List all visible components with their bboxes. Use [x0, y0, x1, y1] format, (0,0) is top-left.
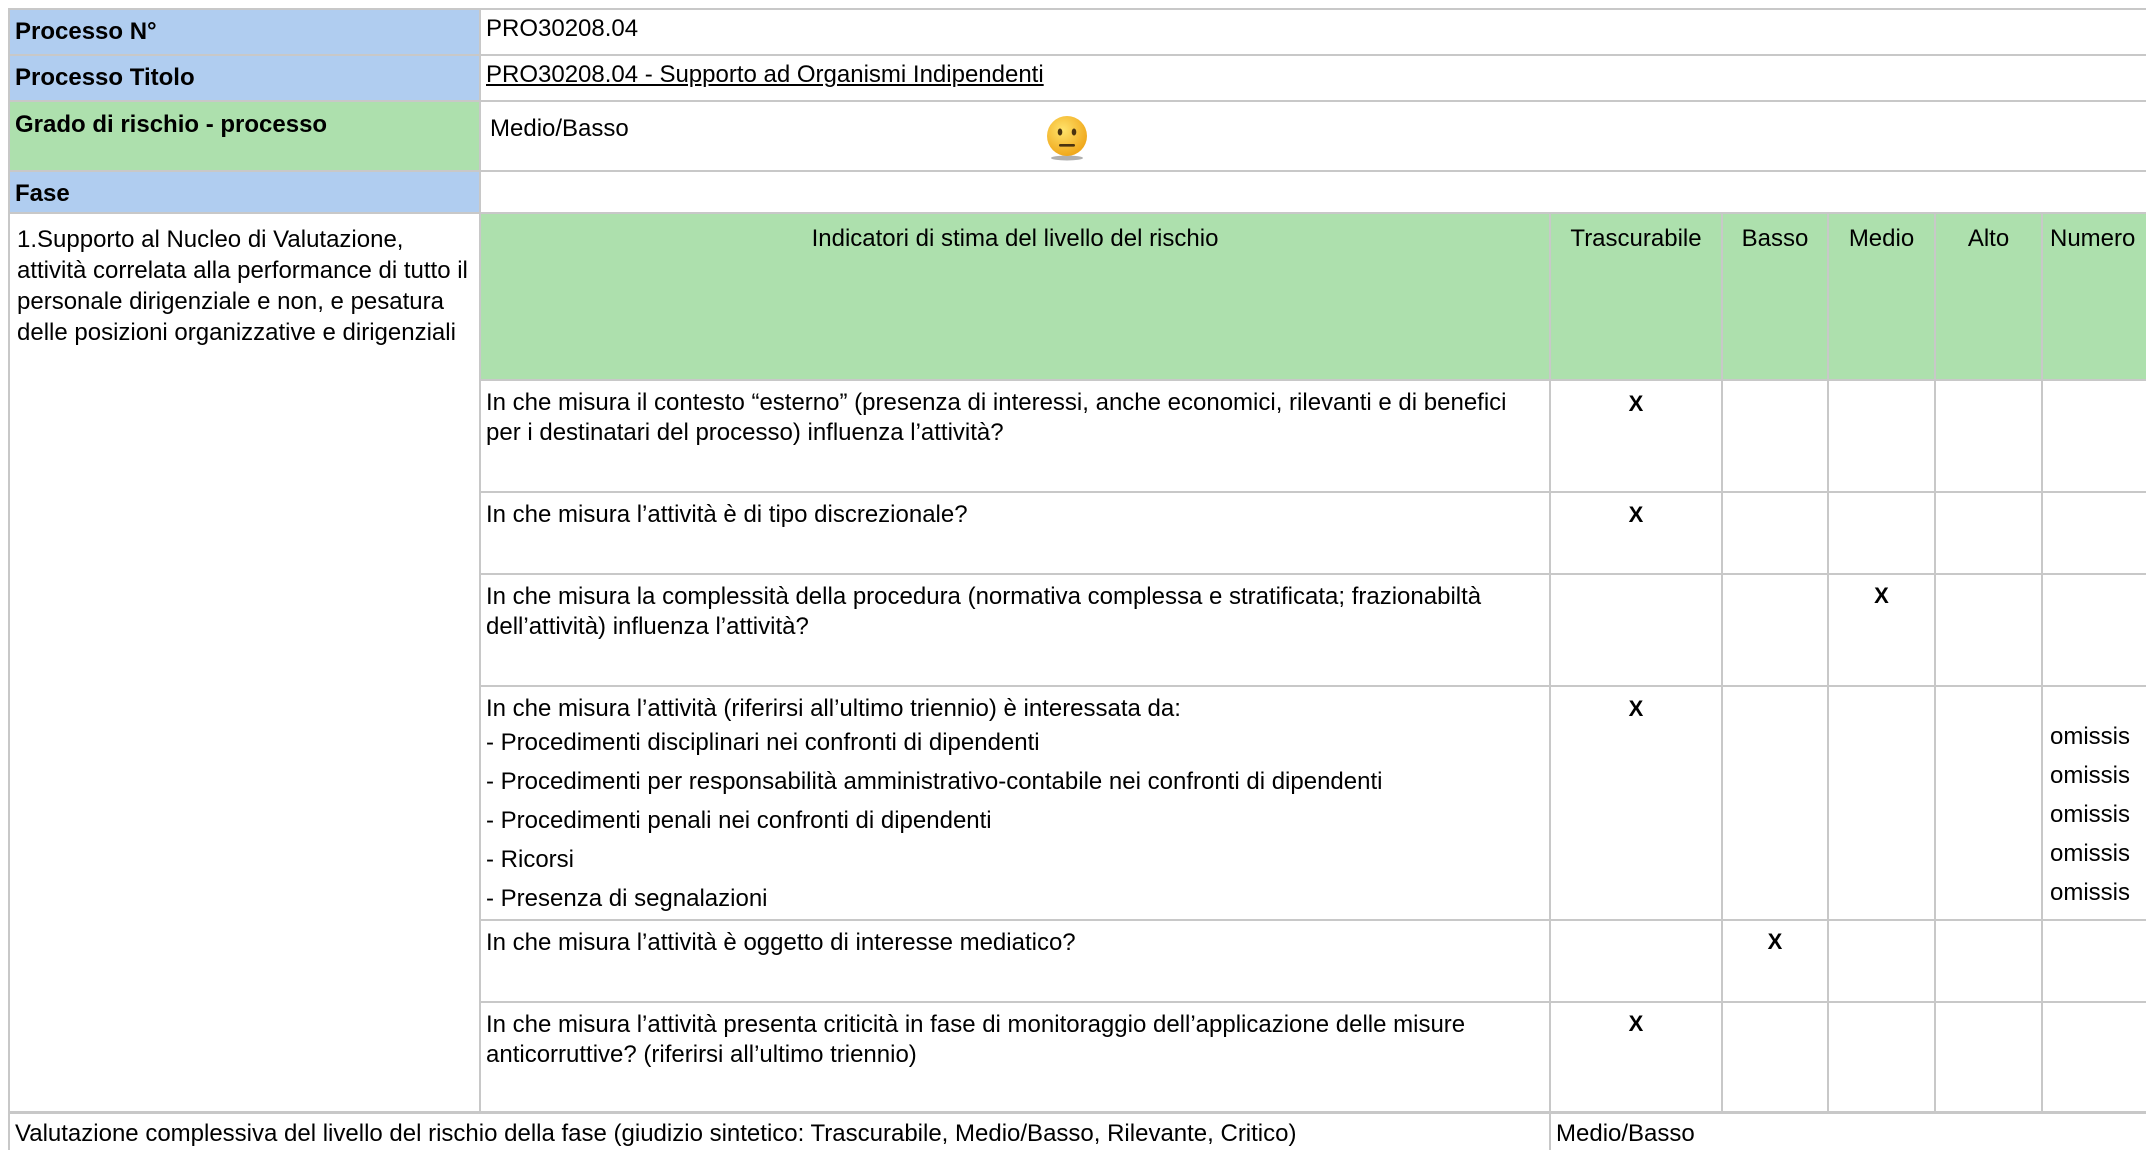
question-4: In che misura l’attività (riferirsi all’ultimo triennio) è interessata da:	[486, 695, 1181, 722]
col-medio-header: Medio	[1828, 214, 1935, 380]
grid-line	[8, 1111, 2146, 1114]
question-4-item: - Procedimenti per responsabilità amministrativo-contabile nei confronti di dipendenti	[486, 768, 1383, 795]
col-numero-header: Numero	[2042, 214, 2146, 380]
question-5: In che misura l’attività è oggetto di interesse mediatico?	[486, 929, 1076, 956]
mark-row5-basso: X	[1767, 929, 1783, 954]
question-6: In che misura l’attività presenta criticità in fase di monitoraggio dell’applicazione delle misure anticorruttive? (riferirsi all’ultimo triennio)	[486, 1011, 1466, 1068]
question-4-item: - Procedimenti penali nei confronti di dipendenti	[486, 807, 992, 834]
question-2: In che misura l’attività è di tipo discrezionale?	[486, 501, 968, 528]
numero-value: omissis	[2050, 801, 2131, 828]
grid-line	[1721, 214, 1723, 1114]
mark-row2-trascurabile: X	[1628, 502, 1644, 527]
col-alto-header: Alto	[1935, 214, 2042, 380]
grid-line	[480, 491, 2146, 493]
grid-line	[8, 54, 2146, 56]
numero-value: omissis	[2050, 879, 2131, 906]
processo-titolo-label: Processo Titolo	[9, 56, 480, 100]
grado-rischio-value: Medio/Basso	[490, 115, 629, 142]
mark-row4-trascurabile: X	[1628, 696, 1644, 721]
question-1: In che misura il contesto “esterno” (presenza di interessi, anche economici, rilevanti e di benefici per i destinatari del processo) influenza l’attività?	[486, 389, 1507, 446]
grid-line	[8, 170, 2146, 172]
question-4-item: - Ricorsi	[486, 846, 574, 873]
grid-line	[8, 8, 10, 1150]
fase-label: Fase	[9, 172, 480, 212]
grado-rischio-label: Grado di rischio - processo	[9, 102, 480, 170]
mark-row1-trascurabile: X	[1628, 391, 1644, 416]
processo-n-label: Processo N°	[9, 10, 480, 54]
grid-line	[480, 573, 2146, 575]
grid-line	[1934, 214, 1936, 1114]
grid-line	[480, 919, 2146, 921]
grid-line	[479, 8, 481, 1114]
col-basso-header: Basso	[1722, 214, 1828, 380]
col-trascurabile-header: Trascurabile	[1550, 214, 1722, 380]
numero-value: omissis	[2050, 840, 2131, 867]
grid-line	[8, 212, 2146, 214]
grid-line	[1549, 214, 1551, 1150]
question-4-item: - Procedimenti disciplinari nei confronti di dipendenti	[486, 729, 1040, 756]
neutral-face-emoji-icon	[1044, 114, 1090, 162]
grid-line	[2041, 214, 2043, 1114]
col-indicatori-header: Indicatori di stima del livello del rischio	[480, 214, 1550, 380]
valutazione-complessiva-value: Medio/Basso	[1556, 1120, 1695, 1147]
processo-titolo-link[interactable]: PRO30208.04 - Supporto ad Organismi Indipendenti	[486, 61, 1044, 88]
grid-line	[8, 8, 2146, 10]
grid-line	[8, 100, 2146, 102]
fase-description: 1.Supporto al Nucleo di Valutazione, attività correlata alla performance di tutto il personale dirigenziale e non, e pesatura delle posizioni organizzative e dirigenziali	[17, 226, 468, 346]
valutazione-complessiva-label: Valutazione complessiva del livello del rischio della fase (giudizio sintetico: Trascurabile, Medio/Basso, Rilevante, Critico)	[15, 1120, 1297, 1147]
mark-row3-medio: X	[1874, 583, 1889, 608]
question-3: In che misura la complessità della procedura (normativa complessa e stratificata; frazionabiltà dell’attività) influenza l’attività?	[486, 583, 1482, 640]
grid-line	[480, 379, 2146, 381]
grid-line	[480, 1001, 2146, 1003]
mark-row6-trascurabile: X	[1628, 1011, 1644, 1036]
grid-line	[1827, 214, 1829, 1114]
question-4-item: - Presenza di segnalazioni	[486, 885, 768, 912]
numero-value: omissis	[2050, 723, 2131, 750]
grid-line	[480, 685, 2146, 687]
numero-value: omissis	[2050, 762, 2131, 789]
processo-n-value: PRO30208.04	[486, 15, 639, 42]
